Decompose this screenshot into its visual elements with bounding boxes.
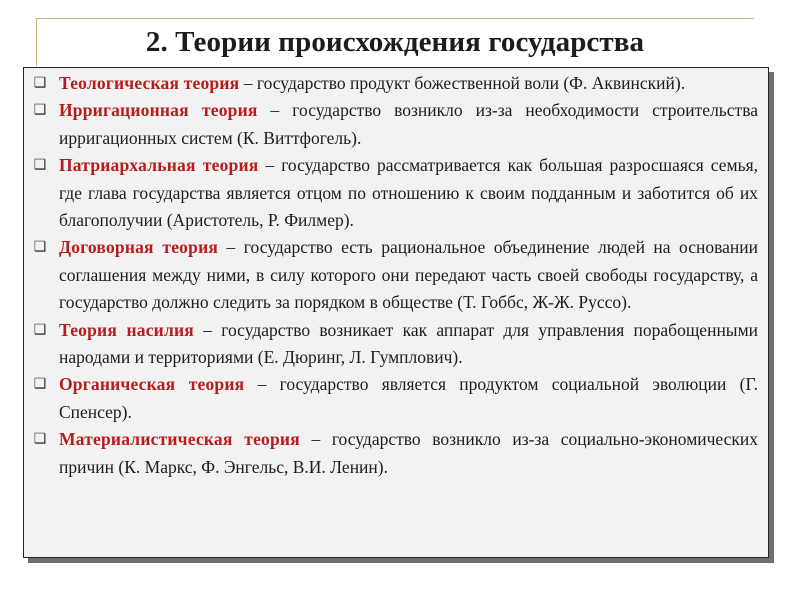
list-item-violence [32, 317, 758, 372]
term-description: – государство рассматривается как большая разросшаяся семья, где глава государства является отцом по отношению к своим подданным и заботится об их благополучии (Аристотель, Р. Филмер). [59, 155, 759, 231]
term-label: Теория насилия [59, 319, 194, 340]
top-decorative-rule [36, 18, 754, 19]
bullet-icon: ❑ [33, 240, 47, 256]
term-label: Теологическая теория [59, 73, 240, 93]
list-item-patriarchal [32, 152, 758, 234]
list-item-organic [32, 371, 758, 426]
term-description: – государство есть рациональное объединение людей на основании соглашения между ними, в силу которого они передают часть своей свободы государству, а государство должно следить за порядком в обществе (Т. Гоббс, Ж-Ж. Руссо). [59, 237, 759, 313]
term-description: – государство возникло из-за социально-экономических причин (К. Маркс, Ф. Энгельс, В.И. Ленин). [59, 429, 759, 477]
list-item-contractual [32, 234, 758, 316]
term-description: – государство является продуктом социальной эволюции (Г. Спенсер). [59, 374, 759, 422]
term-description: – государство возникает как аппарат для управления порабощенными народами и территориями (Е. Дюринг, Л. Гумплович). [59, 319, 759, 368]
list-item-materialist [32, 426, 758, 481]
term-label: Ирригационная теория [59, 100, 258, 121]
bullet-icon: ❑ [33, 158, 47, 174]
bullet-icon: ❑ [33, 76, 47, 91]
slide-title: 2. Теории происхождения государства [145, 26, 645, 58]
list-item-theological [32, 70, 758, 97]
theories-list [23, 67, 769, 558]
bullet-icon: ❑ [33, 322, 47, 338]
term-label: Патриархальная теория [59, 155, 259, 176]
bullet-icon: ❑ [33, 377, 47, 393]
bullet-icon: ❑ [33, 103, 47, 119]
term-description: – государство возникло из-за необходимости строительства ирригационных систем (К. Виттфогель). [59, 100, 758, 148]
term-label: Материалистическая теория [59, 429, 300, 450]
list-item-irrigation [32, 97, 758, 152]
bullet-icon: ❑ [33, 432, 47, 448]
term-description: – государство продукт божественной воли (Ф. Аквинский). [243, 73, 686, 93]
term-label: Органическая теория [59, 374, 245, 395]
term-label: Договорная теория [59, 237, 219, 258]
